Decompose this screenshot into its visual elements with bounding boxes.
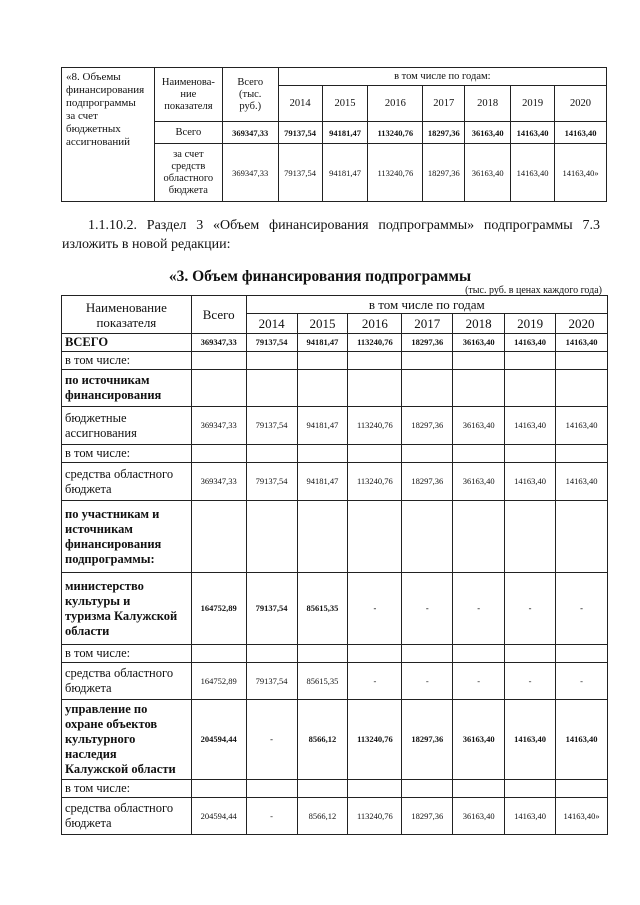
main-financing-table [61,295,608,835]
section-title: «3. Объем финансирования подпрограммы [168,268,472,285]
top-header-total: Всего (тыс. руб.) [222,68,278,122]
cell-value [556,501,608,573]
cell-value [453,352,505,370]
cell-value: 18297,36 [402,334,453,352]
cell-value: 79137,54 [246,407,297,445]
year-header: 2014 [246,314,297,334]
cell-value: 8566,12 [297,798,348,835]
cell-value [348,780,402,798]
cell-value: 14163,40 [505,407,556,445]
row-total: 369347,33 [222,144,278,202]
cell-value: 113240,76 [348,463,402,501]
top-year-header: 2018 [465,86,511,122]
cell-value [297,501,348,573]
top-year-header: 2019 [511,86,555,122]
row-label: в том числе: [62,780,192,798]
cell-value: 85615,35 [297,573,348,645]
top-table-label: «8. Объемы финансирования подпрограммы за счет бюджетных ассигнований [62,68,155,202]
cell-value: 18297,36 [423,144,465,202]
cell-value [348,645,402,663]
cell-value: 14163,40 [505,700,556,780]
units-note: (тыс. руб. в ценах каждого года) [465,285,602,296]
cell-value [556,445,608,463]
cell-value: 79137,54 [246,573,297,645]
table-row [62,780,608,798]
cell-value: 36163,40 [465,122,511,144]
cell-value [297,780,348,798]
row-total: 164752,89 [191,663,246,700]
cell-value: - [453,573,505,645]
cell-value [556,352,608,370]
table-row [62,798,608,835]
cell-value [453,445,505,463]
cell-value [246,352,297,370]
cell-value [505,501,556,573]
cell-value: 18297,36 [402,700,453,780]
top-financing-table [61,67,607,202]
cell-value: 14163,40 [511,122,555,144]
cell-value: 14163,40 [556,463,608,501]
header-total: Всего [191,296,246,334]
row-label: в том числе: [62,645,192,663]
cell-value [348,352,402,370]
cell-value: 113240,76 [348,798,402,835]
cell-value: 79137,54 [278,122,322,144]
header-name: Наименование показателя [62,296,192,334]
cell-value: 94181,47 [297,463,348,501]
top-year-header: 2017 [423,86,465,122]
cell-value: 36163,40 [453,463,505,501]
cell-value: 14163,40 [505,798,556,835]
cell-value: 14163,40» [555,144,607,202]
cell-value [556,780,608,798]
table-row [62,700,608,780]
table-row [62,352,608,370]
cell-value: 94181,47 [297,407,348,445]
cell-value: 14163,40 [555,122,607,144]
cell-value: - [348,573,402,645]
cell-value [402,370,453,407]
cell-value: 36163,40 [453,334,505,352]
row-label: средства областного бюджета [62,463,192,501]
year-header: 2015 [297,314,348,334]
cell-value [505,780,556,798]
year-header: 2016 [348,314,402,334]
cell-value [246,501,297,573]
year-header: 2018 [453,314,505,334]
row-label: в том числе: [62,445,192,463]
year-header: 2017 [402,314,453,334]
row-label: по участникам и источникам финансирования подпрограммы: [62,501,192,573]
cell-value [402,780,453,798]
row-total: 204594,44 [191,700,246,780]
cell-value: - [402,573,453,645]
cell-value [297,352,348,370]
year-header: 2019 [505,314,556,334]
table-row [62,645,608,663]
cell-value: 113240,76 [348,407,402,445]
top-header-years-caption: в том числе по годам: [278,68,606,86]
row-label: ВСЕГО [62,334,192,352]
row-total: 369347,33 [222,122,278,144]
cell-value [556,645,608,663]
cell-value: 113240,76 [348,700,402,780]
cell-value: - [348,663,402,700]
cell-value: 113240,76 [348,334,402,352]
cell-value [246,370,297,407]
row-total: 369347,33 [191,463,246,501]
cell-value: 113240,76 [368,122,423,144]
cell-value: 14163,40 [505,463,556,501]
cell-value [402,352,453,370]
cell-value: 36163,40 [465,144,511,202]
year-header: 2020 [556,314,608,334]
cell-value: 113240,76 [368,144,423,202]
row-total: 204594,44 [191,798,246,835]
cell-value: - [402,663,453,700]
row-label: Всего [154,122,222,144]
cell-value [505,352,556,370]
cell-value [453,645,505,663]
cell-value [297,645,348,663]
table-row [62,501,608,573]
cell-value: - [505,663,556,700]
cell-value: - [453,663,505,700]
top-year-header: 2020 [555,86,607,122]
cell-value: - [556,573,608,645]
cell-value [297,445,348,463]
cell-value: 79137,54 [246,463,297,501]
cell-value [402,501,453,573]
cell-value: 14163,40 [511,144,555,202]
row-total: 369347,33 [191,407,246,445]
cell-value: 18297,36 [402,798,453,835]
row-label: по источникам финансирования [62,370,192,407]
top-year-header: 2015 [322,86,368,122]
cell-value [297,370,348,407]
cell-value: 36163,40 [453,798,505,835]
cell-value: - [246,700,297,780]
cell-value [505,645,556,663]
amendment-paragraph: 1.1.10.2. Раздел 3 «Объем финансирования подпрограммы» подпрограммы 7.3 изложить в новой редакции: [62,218,600,252]
row-label: в том числе: [62,352,192,370]
cell-value [402,445,453,463]
row-total [191,352,246,370]
cell-value: 18297,36 [402,463,453,501]
cell-value: 85615,35 [297,663,348,700]
row-label: средства областного бюджета [62,798,192,835]
cell-value: 18297,36 [402,407,453,445]
cell-value [453,780,505,798]
row-label: за счет средств областного бюджета [154,144,222,202]
cell-value [505,445,556,463]
row-total [191,445,246,463]
table-row [62,334,608,352]
cell-value [246,780,297,798]
cell-value: 79137,54 [278,144,322,202]
row-total [191,780,246,798]
cell-value [246,445,297,463]
table-row [62,407,608,445]
cell-value: - [556,663,608,700]
cell-value: 8566,12 [297,700,348,780]
top-year-header: 2016 [368,86,423,122]
top-header-name: Наименова- ние показателя [154,68,222,122]
cell-value: 94181,47 [322,122,368,144]
cell-value: 79137,54 [246,663,297,700]
cell-value: 14163,40 [556,334,608,352]
cell-value [348,445,402,463]
row-total [191,501,246,573]
header-years-caption: в том числе по годам [246,296,607,314]
cell-value: 94181,47 [297,334,348,352]
cell-value: 14163,40 [505,334,556,352]
row-total: 164752,89 [191,573,246,645]
cell-value: 94181,47 [322,144,368,202]
cell-value: 36163,40 [453,700,505,780]
table-row [62,463,608,501]
row-total [191,645,246,663]
cell-value [453,370,505,407]
cell-value [246,645,297,663]
cell-value [402,645,453,663]
cell-value: 36163,40 [453,407,505,445]
cell-value [348,370,402,407]
table-row [62,573,608,645]
row-label: министерство культуры и туризма Калужской области [62,573,192,645]
cell-value [556,370,608,407]
cell-value: - [246,798,297,835]
cell-value: 79137,54 [246,334,297,352]
cell-value [348,501,402,573]
cell-value [453,501,505,573]
cell-value: 14163,40 [556,700,608,780]
cell-value [505,370,556,407]
row-total: 369347,33 [191,334,246,352]
top-year-header: 2014 [278,86,322,122]
table-row [62,445,608,463]
cell-value: - [505,573,556,645]
cell-value: 18297,36 [423,122,465,144]
cell-value: 14163,40 [556,407,608,445]
table-row [62,663,608,700]
row-total [191,370,246,407]
row-label: средства областного бюджета [62,663,192,700]
row-label: управление по охране объектов культурного наследия Калужской области [62,700,192,780]
cell-value: 14163,40» [556,798,608,835]
table-row [62,370,608,407]
row-label: бюджетные ассигнования [62,407,192,445]
